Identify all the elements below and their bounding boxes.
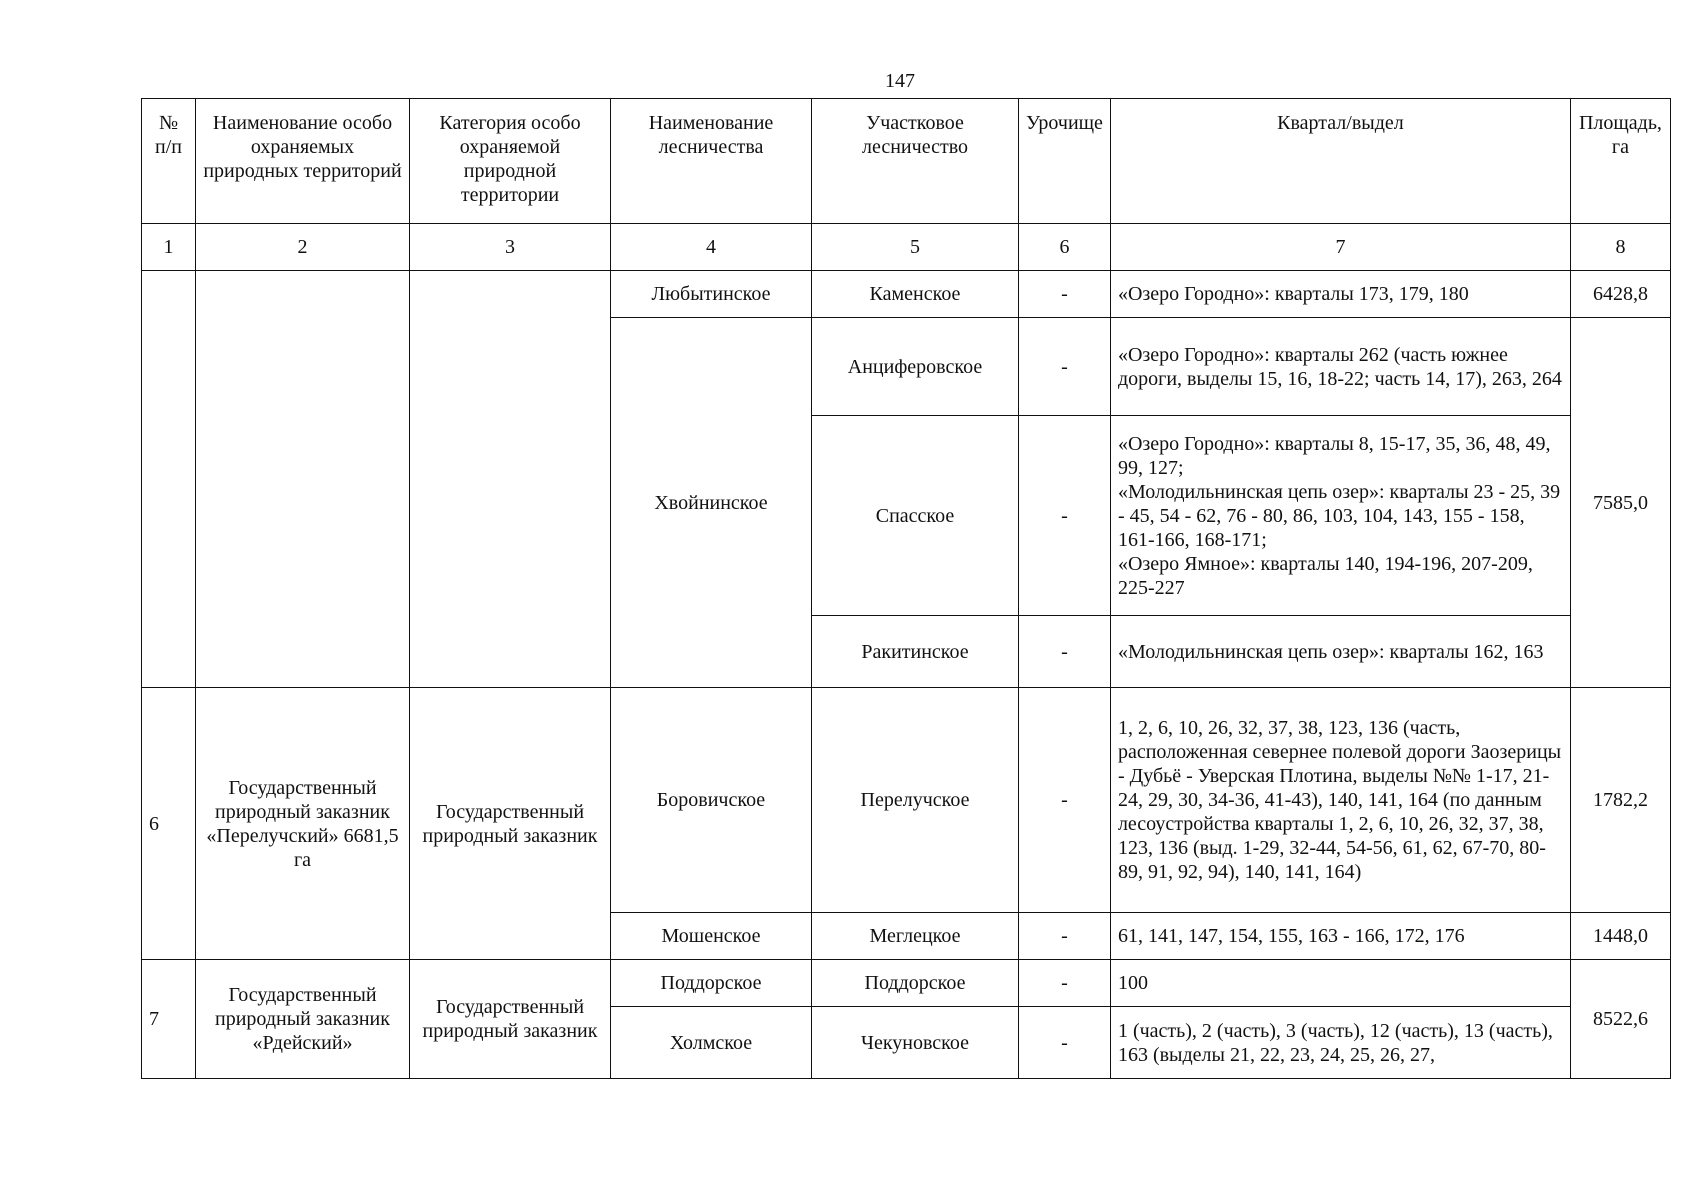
- area-cell: 1448,0: [1570, 913, 1670, 960]
- tract-cell: -: [1019, 1007, 1111, 1079]
- table-row: [142, 688, 1671, 913]
- tract-cell: -: [1019, 688, 1111, 913]
- area-cell: 8522,6: [1570, 960, 1670, 1079]
- area-name-cell: Государственный природный заказник «Перелучский» 6681,5 га: [196, 688, 410, 960]
- category-cell: Государственный природный заказник: [410, 960, 611, 1079]
- district-cell: Поддорское: [812, 960, 1019, 1007]
- quarter-cell: 61, 141, 147, 154, 155, 163 - 166, 172, 176: [1110, 913, 1570, 960]
- page-number: 147: [885, 70, 915, 92]
- area-cell: 1782,2: [1570, 688, 1670, 913]
- column-number-row: [142, 224, 1671, 271]
- column-number: 7: [1110, 224, 1570, 271]
- table-row: [142, 271, 1671, 318]
- district-cell: Меглецкое: [812, 913, 1019, 960]
- tract-cell: -: [1019, 416, 1111, 616]
- header-tract: Урочище: [1019, 99, 1111, 224]
- column-number: 4: [611, 224, 812, 271]
- forestry-cell: Мошенское: [611, 913, 812, 960]
- header-district-forestry: Участковое лесничество: [812, 99, 1019, 224]
- table-row: [142, 960, 1671, 1007]
- quarter-cell: 100: [1110, 960, 1570, 1007]
- quarter-cell: «Озеро Городно»: кварталы 262 (часть южнее дороги, выделы 15, 16, 18-22; часть 14, 17), 263, 264: [1110, 318, 1570, 416]
- quarter-cell: «Молодильнинская цепь озер»: кварталы 162, 163: [1110, 616, 1570, 688]
- continued-category-cell: [410, 271, 611, 688]
- header-number: № п/п: [142, 99, 196, 224]
- column-number: 2: [196, 224, 410, 271]
- quarter-cell: «Озеро Городно»: кварталы 8, 15-17, 35, 36, 48, 49, 99, 127; «Молодильнинская цепь озер»: кварталы 23 - 25, 39 - 45, 54 - 62, 76 - 80, 86, 103, 104, 143, 155 - 158, 161-166, 168-171; «Озеро Ямное»: кварталы 140, 194-196, 207-209, 225-227: [1110, 416, 1570, 616]
- header-category: Категория особо охраняемой природной территории: [410, 99, 611, 224]
- tract-cell: -: [1019, 960, 1111, 1007]
- forestry-cell: Хвойнинское: [611, 318, 812, 688]
- quarter-cell: 1 (часть), 2 (часть), 3 (часть), 12 (часть), 13 (часть), 163 (выделы 21, 22, 23, 24, 25, 26, 27,: [1110, 1007, 1570, 1079]
- tract-cell: -: [1019, 913, 1111, 960]
- tract-cell: -: [1019, 271, 1111, 318]
- column-number: 3: [410, 224, 611, 271]
- district-cell: Каменское: [812, 271, 1019, 318]
- area-cell: 7585,0: [1570, 318, 1670, 688]
- header-row: [142, 99, 1671, 224]
- protected-areas-table: [141, 98, 1671, 1079]
- forestry-cell: Холмское: [611, 1007, 812, 1079]
- column-number: 6: [1019, 224, 1111, 271]
- district-cell: Ракитинское: [812, 616, 1019, 688]
- tract-cell: -: [1019, 616, 1111, 688]
- district-cell: Перелучское: [812, 688, 1019, 913]
- continued-number-cell: [142, 271, 196, 688]
- district-cell: Чекуновское: [812, 1007, 1019, 1079]
- header-forestry: Наименование лесничества: [611, 99, 812, 224]
- district-cell: Спасское: [812, 416, 1019, 616]
- header-quarter: Квартал/выдел: [1110, 99, 1570, 224]
- header-area-ha: Площадь, га: [1570, 99, 1670, 224]
- continued-name-cell: [196, 271, 410, 688]
- forestry-cell: Поддорское: [611, 960, 812, 1007]
- header-area-name: Наименование особо охраняемых природных территорий: [196, 99, 410, 224]
- row-number-cell: 7: [142, 960, 196, 1079]
- area-cell: 6428,8: [1570, 271, 1670, 318]
- row-number-cell: 6: [142, 688, 196, 960]
- category-cell: Государственный природный заказник: [410, 688, 611, 960]
- column-number: 1: [142, 224, 196, 271]
- tract-cell: -: [1019, 318, 1111, 416]
- quarter-cell: 1, 2, 6, 10, 26, 32, 37, 38, 123, 136 (часть, расположенная севернее полевой дороги Заозерицы - Дубьё - Уверская Плотина, выделы №№ 1-17, 21-24, 29, 30, 34-36, 41-43), 140, 141, 164 (по данным лесоустройства кварталы 1, 2, 6, 10, 26, 32, 37, 38, 123, 136 (выд. 1-29, 32-44, 54-56, 61, 62, 67-70, 80-89, 91, 92, 94), 140, 141, 164): [1110, 688, 1570, 913]
- quarter-cell: «Озеро Городно»: кварталы 173, 179, 180: [1110, 271, 1570, 318]
- area-name-cell: Государственный природный заказник «Рдейский»: [196, 960, 410, 1079]
- column-number: 5: [812, 224, 1019, 271]
- column-number: 8: [1570, 224, 1670, 271]
- district-cell: Анциферовское: [812, 318, 1019, 416]
- forestry-cell: Любытинское: [611, 271, 812, 318]
- forestry-cell: Боровичское: [611, 688, 812, 913]
